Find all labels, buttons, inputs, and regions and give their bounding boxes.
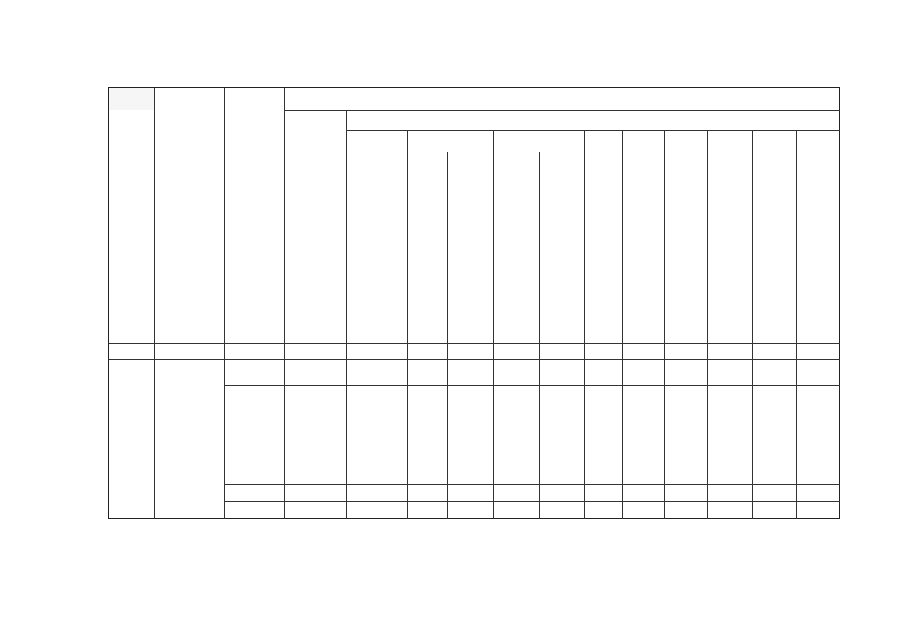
column-divider <box>346 110 347 519</box>
column-divider <box>664 130 665 519</box>
budget-table <box>108 87 840 519</box>
column-divider <box>539 152 540 519</box>
row-divider <box>224 484 840 485</box>
header-cell-placeholder <box>109 88 154 110</box>
column-divider <box>752 130 753 519</box>
column-divider <box>584 130 585 519</box>
row-divider <box>224 501 840 502</box>
row-divider <box>109 359 840 360</box>
column-divider <box>224 88 225 519</box>
header-divider <box>284 110 840 111</box>
column-divider <box>447 152 448 519</box>
column-divider <box>284 88 285 519</box>
column-divider <box>622 130 623 519</box>
column-divider <box>154 88 155 519</box>
row-divider <box>224 385 840 386</box>
header-divider <box>109 343 840 344</box>
header-divider <box>346 130 840 131</box>
column-divider <box>407 130 408 519</box>
column-divider <box>796 130 797 519</box>
column-divider <box>493 130 494 519</box>
column-divider <box>707 130 708 519</box>
